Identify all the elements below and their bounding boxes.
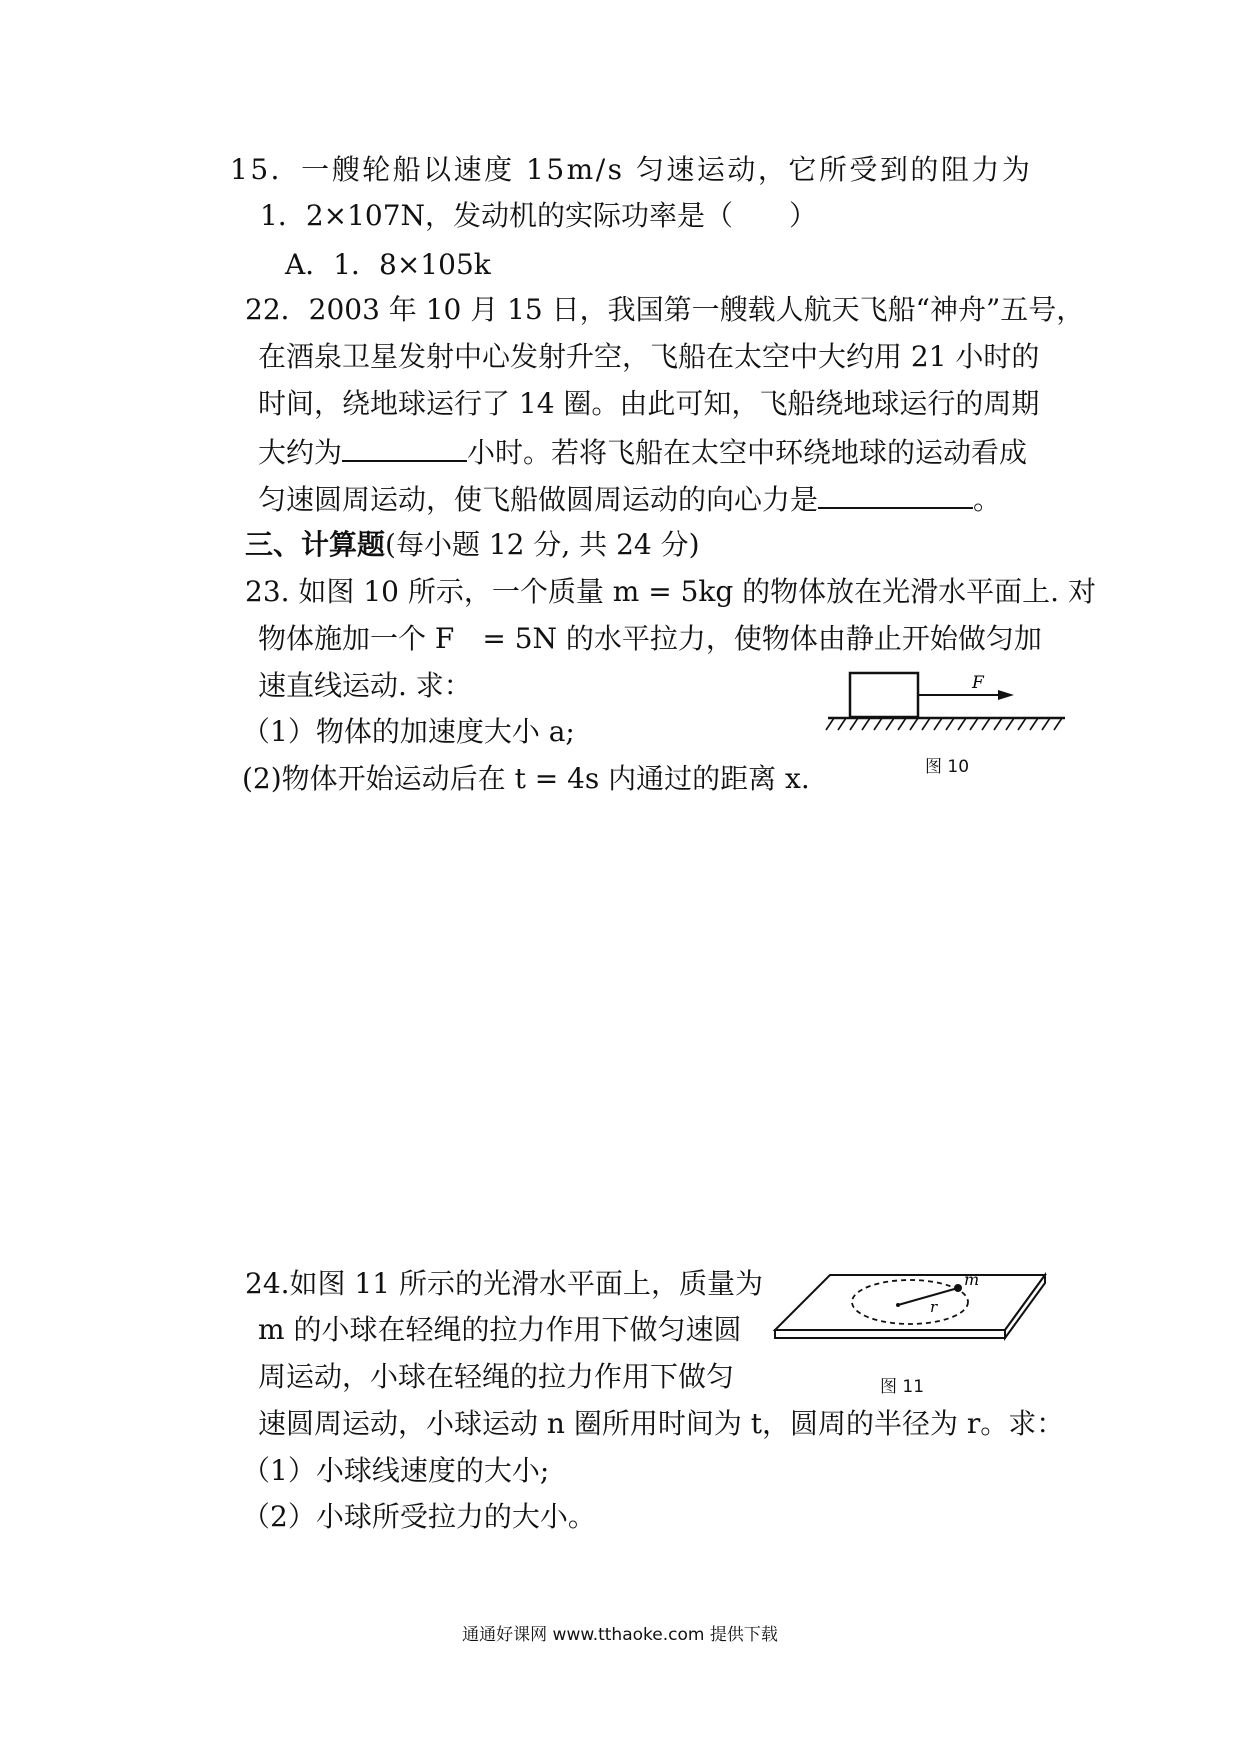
- q22-line5: [258, 477, 1001, 520]
- q22-line5-before: 匀速圆周运动，使飞船做圆周运动的向心力是: [258, 483, 819, 516]
- q22-line4-before: 大约为: [258, 436, 343, 469]
- section3-title: 三、计算题: [245, 528, 386, 561]
- section3-heading: [245, 525, 700, 565]
- q24-line1: 24.如图 11 所示的光滑水平面上，质量为: [245, 1267, 763, 1300]
- mass-label: m: [964, 1270, 980, 1289]
- q24-line4: 速圆周运动，小球运动 n 圈所用时间为 t，圆周的半径为 r。求：: [258, 1407, 1065, 1440]
- figure-10-caption: 图 10: [925, 757, 970, 777]
- q22-line4: [258, 430, 1027, 473]
- q24-line3: 周运动，小球在轻绳的拉力作用下做匀: [258, 1360, 735, 1393]
- q24-sub2: （2）小球所受拉力的大小。: [242, 1500, 596, 1533]
- block: [850, 673, 918, 717]
- figure-10: [820, 668, 1070, 734]
- q22-line5-after: 。: [973, 483, 1002, 516]
- ground-hatching: [826, 718, 1062, 730]
- section3-note: (每小题 12 分, 共 24 分): [385, 528, 700, 561]
- force-label: F: [972, 673, 984, 693]
- q23-line1: 23. 如图 10 所示，一个质量 m = 5kg 的物体放在光滑水平面上. 对: [245, 575, 1096, 608]
- q22-line1: 22．2003 年 10 月 15 日，我国第一艘载人航天飞船“神舟”五号，: [245, 293, 1085, 326]
- q22-line3: 时间，绕地球运行了 14 圈。由此可知，飞船绕地球运行的周期: [258, 387, 1040, 420]
- q23-sub1: （1）物体的加速度大小 a;: [242, 715, 575, 748]
- q23-line3: 速直线运动. 求：: [258, 669, 472, 702]
- answer-blank-force: [818, 477, 973, 509]
- footer-text: 通通好课网 www.tthaoke.com 提供下载: [462, 1625, 778, 1645]
- center-point: [896, 1303, 900, 1307]
- figure-11-caption: 图 11: [880, 1377, 925, 1397]
- plane-edge-front: [775, 1330, 1005, 1338]
- q15-option-a: A．1．8×105k: [285, 248, 491, 281]
- ball: [954, 1284, 962, 1292]
- q22-line2: 在酒泉卫星发射中心发射升空，飞船在太空中大约用 21 小时的: [258, 340, 1040, 373]
- q15-line1: 15．一艘轮船以速度 15m/s 匀速运动，它所受到的阻力为: [230, 153, 1033, 186]
- answer-blank-period: [342, 430, 467, 462]
- q23-sub2: (2)物体开始运动后在 t = 4s 内通过的距离 x.: [242, 762, 810, 795]
- q15-line2: 1．2×107N，发动机的实际功率是（ ）: [260, 199, 818, 232]
- q23-line2: 物体施加一个 F = 5N 的水平拉力，使物体由静止开始做匀加: [258, 622, 1042, 655]
- force-arrowhead: [998, 690, 1014, 700]
- radius-label: r: [930, 1298, 938, 1316]
- figure-11: [770, 1270, 1050, 1360]
- q24-line2: m 的小球在轻绳的拉力作用下做匀速圆: [258, 1313, 742, 1346]
- q22-line4-after: 小时。若将飞船在太空中环绕地球的运动看成: [467, 436, 1028, 469]
- q24-sub1: （1）小球线速度的大小;: [242, 1454, 550, 1487]
